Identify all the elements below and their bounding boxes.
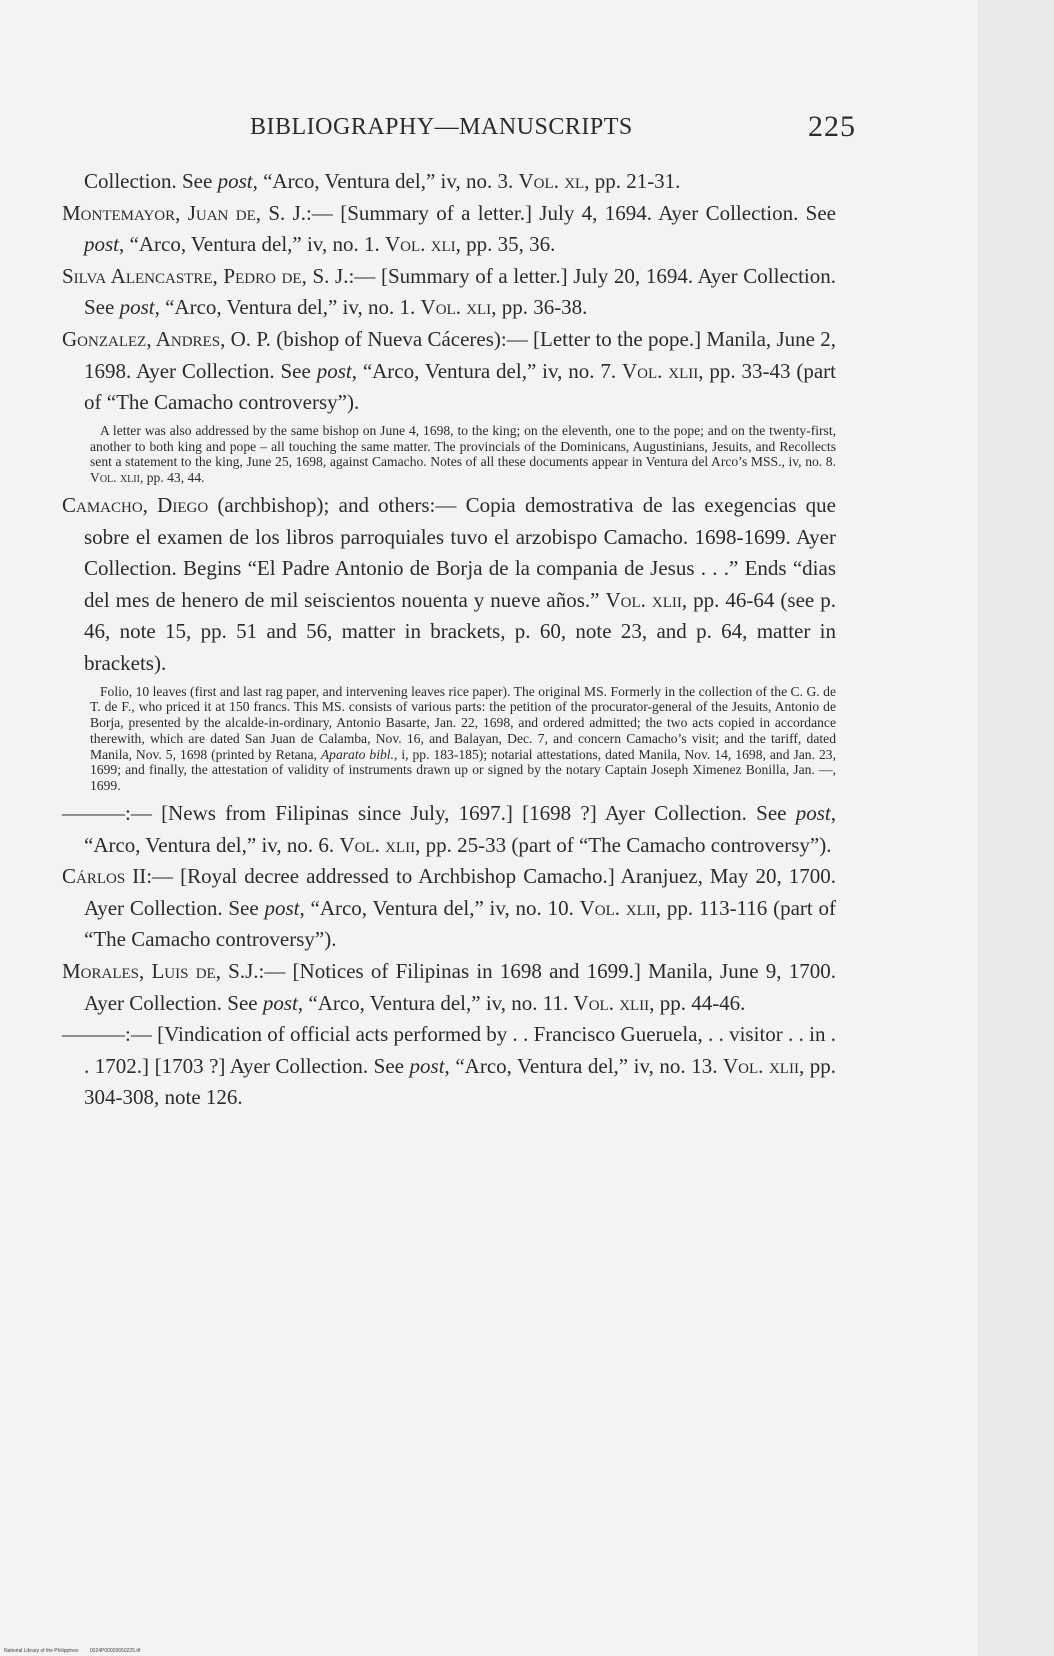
bibliography-entry: Collection. See post, “Arco, Ventura del,” iv, no. 3. Vol. xl, pp. 21-31. [84,169,681,193]
running-head: BIBLIOGRAPHY—MANUSCRIPTS [250,114,633,140]
bibliography-entry: Morales, Luis de, S.J.:— [Notices of Filipinas in 1698 and 1699.] Manila, June 9, 1700. Ayer Collection. See post, “Arco, Ventura del,” iv, no. 11. Vol. xlii, pp. 44-46. [62,959,836,1015]
bibliography-entry: Montemayor, Juan de, S. J.:— [Summary of a letter.] July 4, 1694. Ayer Collection. See post, “Arco, Ventura del,” iv, no. 1. Vol. xli, pp. 35, 36. [62,200,837,257]
bibliography-entry: ———:— [Vindication of official acts performed by . . Francisco Gueruela, . . visitor . . in . . 1702.] [1703 ?] Ayer Collection. See post, “Arco, Ventura del,” iv, no. 13. Vol. xlii, pp. 304-308, note 126. [62,1022,836,1110]
bibliography-entry: Gonzalez, Andres, O. P. (bishop of Nueva Cáceres):— [Letter to the pope.] Manila, June 2, 1698. Ayer Collection. See post, “Arco, Ventura del,” iv, no. 7. Vol. xlii, pp. 33-43 (part of “The Camacho controversy”). [62,326,836,415]
page-header [0,108,978,148]
bibliography-body [62,166,836,1114]
footer-source: National Library of the Philippines [4,1648,79,1654]
bibliography-entry: ———:— [News from Filipinas since July, 1697.] [1698 ?] Ayer Collection. See post, “Arco, Ventura del,” iv, no. 6. Vol. xlii, pp. 25-33 (part of “The Camacho controversy”). [62,801,836,857]
footer-id: 0024P00003650225.tif [89,1648,141,1654]
bibliography-note: A letter was also addressed by the same bishop on June 4, 1698, to the king; on the eleventh, one to the pope; and on the twenty-first, another to both king and pope – all touching the same matter. The provincials of the Dominicans, Augustinians, Jesuits, and Recollects sent a statement to the king, June 25, 1698, against Camacho. Notes of all these documents appear in Ventura del Arco’s MSS., iv, no. 8. Vol. xlii, pp. 43, 44. [90,422,836,486]
scan-footer [4,1648,150,1654]
bibliography-note: Folio, 10 leaves (first and last rag paper, and intervening leaves rice paper). The original MS. Formerly in the collection of the C. G. de T. de F., who priced it at 150 francs. This MS. consists of various parts: the petition of the procurator-general of the Jesuits, Antonio de Borja, presented by the alcalde-in-ordinary, Antonio Basarte, Jan. 22, 1698, and ordered admitted; the two acts copied in accordance therewith, which are dated San Juan de Calamba, Nov. 16, and Balayan, Dec. 7, and concern Camacho’s visit; and the tariff, dated Manila, Nov. 5, 1698 (printed by Retana, Aparato bibl., i, pp. 183-185); notarial attestations, dated Manila, Nov. 14, 1698, and Jan. 23, 1699; and finally, the attestation of validity of instruments drawn up or signed by the notary Captain Joseph Ximenez Bonilla, Jan. —, 1699. [90,683,836,794]
page-number: 225 [808,110,856,143]
bibliography-entry: Silva Alencastre, Pedro de, S. J.:— [Summary of a letter.] July 20, 1694. Ayer Collection. See post, “Arco, Ventura del,” iv, no. 1. Vol. xli, pp. 36-38. [62,263,836,320]
bibliography-entry: Camacho, Diego (archbishop); and others:— Copia demostrativa de las exegencias que sobre el examen de los libros parroquiales tuvo el arzobispo Camacho. 1698-1699. Ayer Collection. Begins “El Padre Antonio de Borja de la compania de Jesus . . .” Ends “dias del mes de henero de mil seiscientos nouenta y nueve años.” Vol. xlii, pp. 46-64 (see p. 46, note 15, pp. 51 and 56, matter in brackets, p. 60, note 23, and p. 64, matter in brackets). [62,492,836,675]
bibliography-entry: Cárlos II:— [Royal decree addressed to Archbishop Camacho.] Aranjuez, May 20, 1700. Ayer Collection. See post, “Arco, Ventura del,” iv, no. 10. Vol. xlii, pp. 113-116 (part of “The Camacho controversy”). [62,864,836,952]
